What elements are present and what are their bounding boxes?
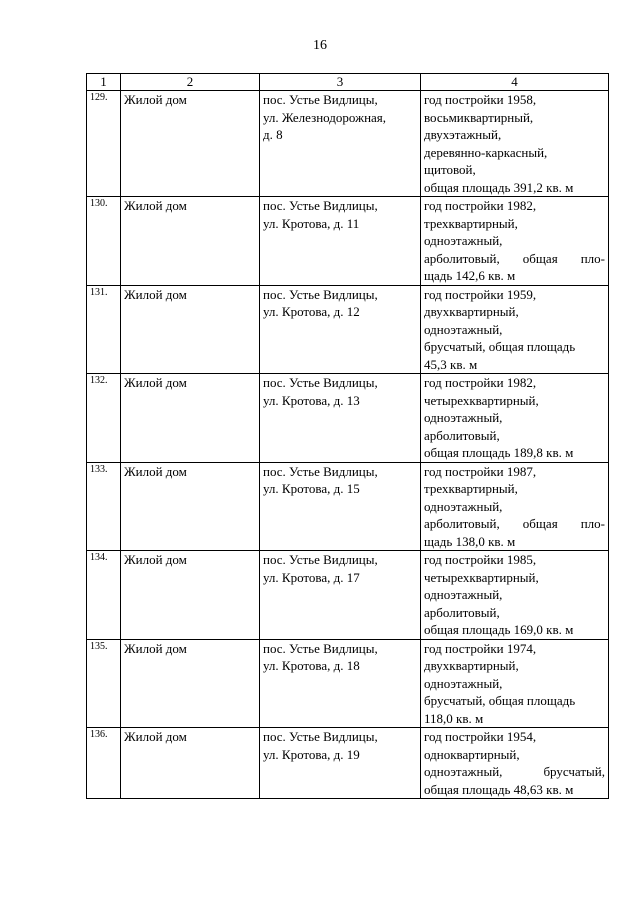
row-number: 131.: [87, 285, 121, 374]
address-line: пос. Устье Видлицы,: [263, 463, 378, 479]
address-line: пос. Устье Видлицы,: [263, 729, 378, 744]
address-line: д. 8: [263, 127, 283, 142]
row-number: 136.: [87, 728, 121, 799]
table-body: [87, 91, 609, 799]
description-line: одноэтажный,: [424, 587, 503, 602]
address-line: пос. Устье Видлицы,: [263, 640, 378, 656]
address-line: ул. Кротова, д. 15: [263, 481, 360, 496]
description-line: год постройки 1987,: [424, 463, 537, 479]
object-description: [421, 462, 609, 551]
object-description: [421, 551, 609, 640]
description-line: год постройки 1959,: [424, 286, 537, 302]
description-line: год постройки 1982,: [424, 198, 537, 213]
description-line: одноэтажный,: [424, 233, 503, 248]
address-line: ул. Кротова, д. 17: [263, 569, 360, 585]
object-name: Жилой дом: [121, 728, 260, 799]
description-line: одноэтажный,: [424, 410, 503, 425]
description-line: общая площадь 169,0 кв. м: [424, 622, 574, 637]
description-line: одноквартирный,: [424, 746, 520, 762]
object-name: Жилой дом: [121, 551, 260, 640]
description-line: год постройки 1954,: [424, 729, 537, 744]
row-number: 130.: [87, 197, 121, 286]
address-line: пос. Устье Видлицы,: [263, 286, 378, 302]
row-number: 129.: [87, 91, 121, 197]
object-name: Жилой дом: [121, 462, 260, 551]
description-line: трехквартирный,: [424, 215, 518, 231]
description-line: год постройки 1985,: [424, 552, 537, 567]
address-line: пос. Устье Видлицы,: [263, 552, 378, 567]
description-line: 45,3 кв. м: [424, 356, 478, 372]
object-description: [421, 639, 609, 728]
description-line: трехквартирный,: [424, 481, 518, 496]
property-table: [86, 73, 609, 799]
address-line: ул. Кротова, д. 19: [263, 746, 360, 762]
page-number: 16: [313, 38, 327, 53]
description-line: восьмиквартирный,: [424, 109, 534, 125]
table-row: [87, 728, 609, 799]
header-row: [87, 74, 609, 91]
description-line: брусчатый, общая площадь: [424, 693, 576, 708]
object-address: [260, 639, 421, 728]
object-address: [260, 285, 421, 374]
description-line: арболитовый,: [424, 427, 500, 443]
description-line: двухквартирный,: [424, 304, 519, 319]
description-line: арболитовый,: [424, 604, 500, 620]
address-line: ул. Кротова, д. 13: [263, 392, 360, 408]
table-row: [87, 285, 609, 374]
column-header-3: 3: [260, 74, 421, 91]
column-header-4: 4: [421, 74, 609, 91]
table-row: [87, 374, 609, 463]
table-row: [87, 551, 609, 640]
row-number: 132.: [87, 374, 121, 463]
row-number: 134.: [87, 551, 121, 640]
description-line: общая площадь 48,63 кв. м: [424, 781, 574, 797]
description-line: двухэтажный,: [424, 127, 502, 142]
object-description: [421, 285, 609, 374]
description-line: брусчатый, общая площадь: [424, 339, 576, 354]
column-header-1: 1: [87, 74, 121, 91]
description-line: щадь 138,0 кв. м: [424, 533, 516, 549]
address-line: ул. Кротова, д. 12: [263, 304, 360, 319]
description-line: одноэтажный,: [424, 498, 503, 514]
description-line: деревянно-каркасный,: [424, 144, 548, 160]
address-line: пос. Устье Видлицы,: [263, 198, 378, 213]
object-address: [260, 197, 421, 286]
description-line: год постройки 1958,: [424, 92, 537, 107]
address-line: ул. Кротова, д. 11: [263, 215, 360, 231]
description-line: 118,0 кв. м: [424, 710, 484, 726]
object-address: [260, 91, 421, 197]
table-row: [87, 462, 609, 551]
address-line: ул. Железнодорожная,: [263, 109, 387, 125]
object-description: [421, 197, 609, 286]
object-address: [260, 728, 421, 799]
column-header-2: 2: [121, 74, 260, 91]
description-line: арболитовый, общая пло-: [424, 516, 605, 531]
description-line: одноэтажный,: [424, 321, 503, 337]
description-line: общая площадь 189,8 кв. м: [424, 445, 574, 460]
address-line: пос. Устье Видлицы,: [263, 375, 378, 390]
address-line: ул. Кротова, д. 18: [263, 658, 360, 673]
description-line: одноэтажный, брусчатый,: [424, 764, 605, 779]
description-line: арболитовый, общая пло-: [424, 250, 605, 266]
description-line: четырехквартирный,: [424, 569, 539, 585]
object-address: [260, 374, 421, 463]
object-name: Жилой дом: [121, 374, 260, 463]
description-line: щитовой,: [424, 162, 476, 177]
description-line: общая площадь 391,2 кв. м: [424, 179, 574, 195]
object-description: [421, 91, 609, 197]
row-number: 135.: [87, 639, 121, 728]
address-line: пос. Устье Видлицы,: [263, 92, 378, 107]
table-row: [87, 197, 609, 286]
object-name: Жилой дом: [121, 639, 260, 728]
table-row: [87, 91, 609, 197]
row-number: 133.: [87, 462, 121, 551]
object-address: [260, 551, 421, 640]
object-description: [421, 728, 609, 799]
description-line: двухквартирный,: [424, 658, 519, 673]
description-line: щадь 142,6 кв. м: [424, 268, 516, 283]
object-name: Жилой дом: [121, 197, 260, 286]
description-line: четырехквартирный,: [424, 392, 539, 408]
description-line: год постройки 1982,: [424, 375, 537, 390]
description-line: год постройки 1974,: [424, 640, 537, 656]
object-name: Жилой дом: [121, 91, 260, 197]
object-description: [421, 374, 609, 463]
object-address: [260, 462, 421, 551]
table-row: [87, 639, 609, 728]
description-line: одноэтажный,: [424, 675, 503, 691]
object-name: Жилой дом: [121, 285, 260, 374]
